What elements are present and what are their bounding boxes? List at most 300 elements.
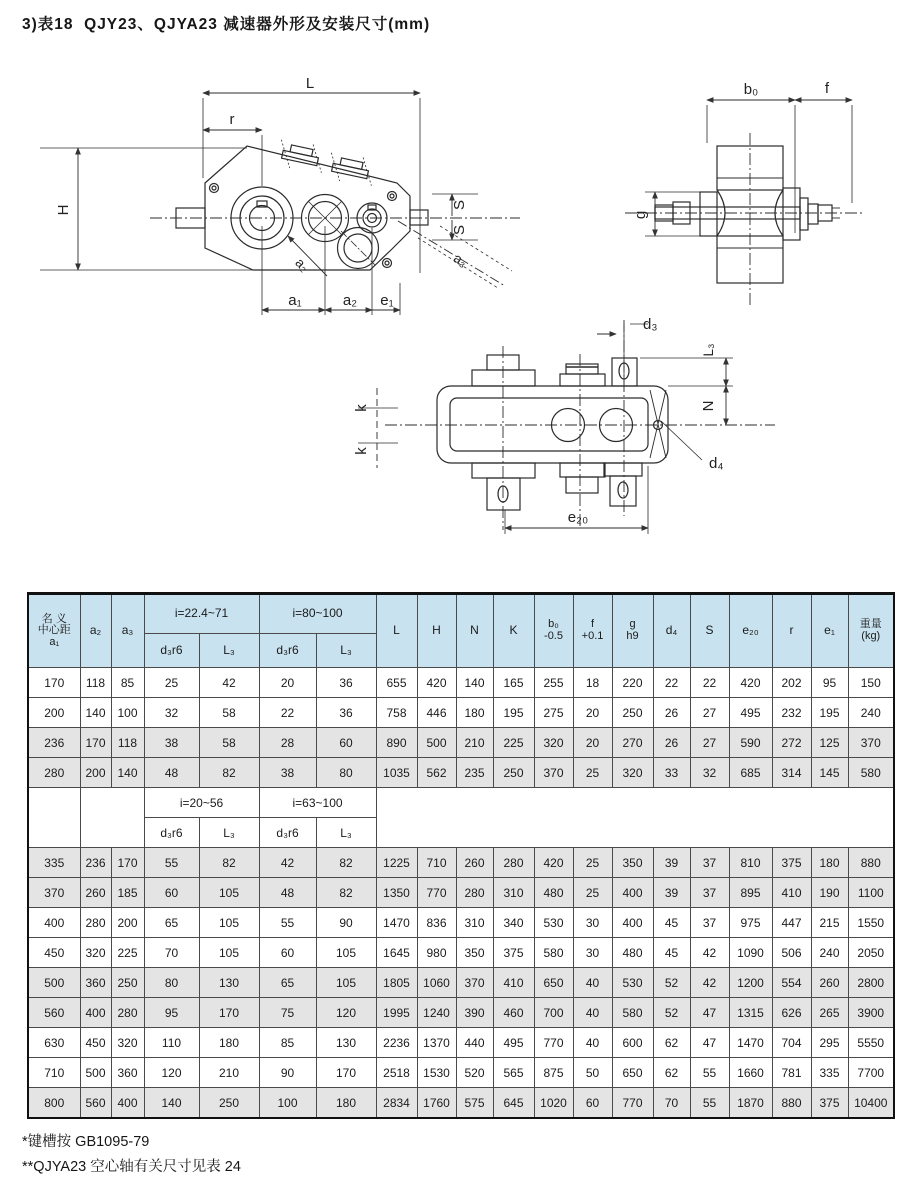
table-cell: 100 — [111, 698, 144, 728]
table-cell: 40 — [573, 968, 612, 998]
table-cell: 82 — [316, 878, 376, 908]
table-row — [28, 728, 894, 758]
table-cell: 560 — [28, 998, 80, 1028]
table-cell: 20 — [573, 728, 612, 758]
col-header-i-range-2: i=80~100 — [259, 594, 376, 634]
mid-empty-right — [376, 788, 894, 848]
table-cell: 410 — [772, 878, 811, 908]
table-cell: 655 — [376, 668, 417, 698]
table-cell: 375 — [493, 938, 534, 968]
table-cell: 2050 — [848, 938, 894, 968]
table-cell: 2834 — [376, 1088, 417, 1119]
dim-label-k-upper: k — [353, 404, 370, 412]
table-cell: 140 — [111, 758, 144, 788]
table-cell: 50 — [573, 1058, 612, 1088]
table-cell: 118 — [111, 728, 144, 758]
dim-label-H: H — [55, 204, 72, 216]
table-cell: 236 — [80, 848, 111, 878]
table-cell: 42 — [690, 938, 729, 968]
dim-label-S-upper: S — [451, 199, 468, 211]
header-a1-line2: 中心距 — [37, 624, 71, 637]
table-cell: 275 — [534, 698, 573, 728]
table-cell: 400 — [612, 878, 653, 908]
footnote-hollow-shaft: **QJYA23 空心轴有关尺寸见表 24 — [22, 1159, 241, 1176]
table-cell: 314 — [772, 758, 811, 788]
table-cell: 38 — [144, 728, 199, 758]
dim-label-L3: L₃ — [701, 343, 716, 357]
table-cell: 495 — [729, 698, 772, 728]
table-cell: 260 — [80, 878, 111, 908]
table-cell: 85 — [111, 668, 144, 698]
dim-label-a2-diag: a₂ — [292, 255, 312, 275]
table-cell: 232 — [772, 698, 811, 728]
table-cell: 280 — [28, 758, 80, 788]
header-weight-line2: (kg) — [861, 630, 881, 642]
table-row — [28, 998, 894, 1028]
table-cell: 1090 — [729, 938, 772, 968]
col-header-N: N — [456, 594, 493, 668]
table-cell: 236 — [28, 728, 80, 758]
table-cell: 554 — [772, 968, 811, 998]
table-cell: 340 — [493, 908, 534, 938]
table-cell: 225 — [111, 938, 144, 968]
table-cell: 880 — [848, 848, 894, 878]
table-cell: 52 — [653, 998, 690, 1028]
table-cell: 60 — [573, 1088, 612, 1119]
table-cell: 280 — [456, 878, 493, 908]
table-cell: 60 — [144, 878, 199, 908]
table-cell: 400 — [612, 908, 653, 938]
table-cell: 42 — [259, 848, 316, 878]
table-cell: 420 — [417, 668, 456, 698]
table-cell: 1200 — [729, 968, 772, 998]
table-cell: 202 — [772, 668, 811, 698]
table-cell: 1315 — [729, 998, 772, 1028]
table-cell: 480 — [612, 938, 653, 968]
table-cell: 210 — [199, 1058, 259, 1088]
table-cell: 770 — [417, 878, 456, 908]
table-cell: 80 — [316, 758, 376, 788]
table-cell: 20 — [573, 698, 612, 728]
dim-label-b0: b₀ — [743, 81, 759, 98]
table-cell: 240 — [848, 698, 894, 728]
header-f-tolerance: +0.1 — [581, 630, 604, 642]
table-cell: 220 — [612, 668, 653, 698]
table-cell: 170 — [111, 848, 144, 878]
table-cell: 125 — [811, 728, 848, 758]
col-header-e1: e₁ — [811, 594, 848, 668]
table-row — [28, 848, 894, 878]
table-cell: 80 — [144, 968, 199, 998]
table-cell: 560 — [80, 1088, 111, 1119]
table-cell: 280 — [493, 848, 534, 878]
table-cell: 170 — [316, 1058, 376, 1088]
table-cell: 255 — [534, 668, 573, 698]
table-cell: 3900 — [848, 998, 894, 1028]
table-cell: 975 — [729, 908, 772, 938]
table-cell: 22 — [690, 668, 729, 698]
table-cell: 65 — [259, 968, 316, 998]
table-cell: 1060 — [417, 968, 456, 998]
header-b0-symbol: b₀ — [548, 618, 559, 631]
table-cell: 390 — [456, 998, 493, 1028]
table-cell: 650 — [534, 968, 573, 998]
table-cell: 48 — [144, 758, 199, 788]
col-header-L: L — [376, 594, 417, 668]
table-cell: 5550 — [848, 1028, 894, 1058]
table-cell: 506 — [772, 938, 811, 968]
col-subheader-L3-2: L₃ — [316, 634, 376, 668]
table-row — [28, 1058, 894, 1088]
table-cell: 82 — [316, 848, 376, 878]
table-cell: 27 — [690, 728, 729, 758]
col-header-i-range-1: i=22.4~71 — [144, 594, 259, 634]
table-cell: 165 — [493, 668, 534, 698]
dim-label-d4: d₄ — [709, 455, 724, 472]
table-cell: 39 — [653, 878, 690, 908]
table-cell: 25 — [573, 758, 612, 788]
table-row — [28, 758, 894, 788]
table-cell: 1760 — [417, 1088, 456, 1119]
table-cell: 335 — [811, 1058, 848, 1088]
table-cell: 105 — [199, 938, 259, 968]
table-cell: 480 — [534, 878, 573, 908]
table-cell: 770 — [534, 1028, 573, 1058]
table-cell: 400 — [111, 1088, 144, 1119]
footnote-keyway: *键槽按 GB1095-79 — [22, 1134, 150, 1150]
table-cell: 215 — [811, 908, 848, 938]
mid-header-i-range-1: i=20~56 — [144, 788, 259, 818]
table-cell: 1870 — [729, 1088, 772, 1119]
table-cell: 320 — [111, 1028, 144, 1058]
table-cell: 758 — [376, 698, 417, 728]
table-cell: 295 — [811, 1028, 848, 1058]
table-cell: 650 — [612, 1058, 653, 1088]
table-cell: 626 — [772, 998, 811, 1028]
table-cell: 360 — [111, 1058, 144, 1088]
end-view-drawing — [625, 100, 865, 306]
col-header-b0 — [534, 594, 573, 668]
table-cell: 250 — [493, 758, 534, 788]
table-cell: 440 — [456, 1028, 493, 1058]
table-cell: 420 — [534, 848, 573, 878]
table-cell: 260 — [811, 968, 848, 998]
table-cell: 400 — [28, 908, 80, 938]
table-cell: 38 — [259, 758, 316, 788]
table-cell: 170 — [80, 728, 111, 758]
table-cell: 1225 — [376, 848, 417, 878]
table-cell: 105 — [199, 878, 259, 908]
table-cell: 1530 — [417, 1058, 456, 1088]
table-cell: 7700 — [848, 1058, 894, 1088]
table-cell: 118 — [80, 668, 111, 698]
table-cell: 575 — [456, 1088, 493, 1119]
table-cell: 890 — [376, 728, 417, 758]
table-cell: 210 — [456, 728, 493, 758]
table-cell: 580 — [848, 758, 894, 788]
col-header-d4: d₄ — [653, 594, 690, 668]
table-cell: 110 — [144, 1028, 199, 1058]
table-cell: 320 — [80, 938, 111, 968]
col-header-a1 — [28, 594, 80, 668]
dim-label-e1: e₁ — [380, 292, 394, 309]
table-cell: 185 — [111, 878, 144, 908]
table-cell: 500 — [417, 728, 456, 758]
col-header-r: r — [772, 594, 811, 668]
table-cell: 2800 — [848, 968, 894, 998]
table-cell: 200 — [80, 758, 111, 788]
mid-subheader-d3-2: d₃r6 — [259, 818, 316, 848]
table-cell: 645 — [493, 1088, 534, 1119]
table-cell: 30 — [573, 938, 612, 968]
col-header-a3: a₃ — [111, 594, 144, 668]
table-cell: 270 — [612, 728, 653, 758]
table-cell: 22 — [653, 668, 690, 698]
table-cell: 400 — [80, 998, 111, 1028]
table-cell: 1350 — [376, 878, 417, 908]
table-cell: 280 — [111, 998, 144, 1028]
table-cell: 895 — [729, 878, 772, 908]
table-cell: 800 — [28, 1088, 80, 1119]
col-header-weight — [848, 594, 894, 668]
table-cell: 90 — [259, 1058, 316, 1088]
table-cell: 875 — [534, 1058, 573, 1088]
col-header-f — [573, 594, 612, 668]
table-cell: 170 — [28, 668, 80, 698]
dim-label-N: N — [700, 400, 717, 412]
table-cell: 235 — [456, 758, 493, 788]
table-row — [28, 668, 894, 698]
table-cell: 180 — [456, 698, 493, 728]
table-cell: 375 — [772, 848, 811, 878]
col-subheader-d3-2: d₃r6 — [259, 634, 316, 668]
dim-label-S-lower: S — [451, 224, 468, 236]
table-cell: 140 — [456, 668, 493, 698]
table-cell: 520 — [456, 1058, 493, 1088]
mid-empty-a1 — [28, 788, 80, 848]
table-row — [28, 968, 894, 998]
table-cell: 530 — [534, 908, 573, 938]
table-cell: 685 — [729, 758, 772, 788]
table-cell: 1805 — [376, 968, 417, 998]
dim-label-d3: d₃ — [643, 316, 658, 333]
dim-label-g: g — [632, 210, 649, 220]
table-cell: 1470 — [376, 908, 417, 938]
table-cell: 310 — [456, 908, 493, 938]
table-cell: 375 — [811, 1088, 848, 1119]
table-cell: 1035 — [376, 758, 417, 788]
dim-label-a1: a₁ — [288, 292, 302, 309]
table-cell: 195 — [493, 698, 534, 728]
table-cell: 55 — [690, 1088, 729, 1119]
table-cell: 85 — [259, 1028, 316, 1058]
table-cell: 836 — [417, 908, 456, 938]
table-cell: 225 — [493, 728, 534, 758]
table-cell: 47 — [690, 1028, 729, 1058]
table-cell: 1240 — [417, 998, 456, 1028]
table-cell: 28 — [259, 728, 316, 758]
table-cell: 105 — [316, 968, 376, 998]
table-cell: 90 — [316, 908, 376, 938]
table-cell: 40 — [573, 1028, 612, 1058]
table-cell: 22 — [259, 698, 316, 728]
table-cell: 2236 — [376, 1028, 417, 1058]
table-cell: 55 — [690, 1058, 729, 1088]
table-cell: 36 — [316, 698, 376, 728]
table-cell: 62 — [653, 1028, 690, 1058]
dim-label-a3-diag: a₃ — [450, 250, 470, 271]
table-cell: 27 — [690, 698, 729, 728]
table-cell: 280 — [80, 908, 111, 938]
table-cell: 32 — [144, 698, 199, 728]
table-cell: 710 — [28, 1058, 80, 1088]
table-cell: 30 — [573, 908, 612, 938]
technical-drawings — [0, 58, 920, 590]
table-cell: 120 — [316, 998, 376, 1028]
table-cell: 95 — [811, 668, 848, 698]
table-cell: 45 — [653, 908, 690, 938]
table-cell: 1470 — [729, 1028, 772, 1058]
table-cell: 32 — [690, 758, 729, 788]
table-cell: 370 — [28, 878, 80, 908]
table-cell: 36 — [316, 668, 376, 698]
table-cell: 500 — [80, 1058, 111, 1088]
table-cell: 58 — [199, 698, 259, 728]
mid-subheader-L3-2: L₃ — [316, 818, 376, 848]
table-cell: 272 — [772, 728, 811, 758]
table-cell: 105 — [316, 938, 376, 968]
table-cell: 95 — [144, 998, 199, 1028]
table-row — [28, 878, 894, 908]
table-cell: 360 — [80, 968, 111, 998]
table-cell: 130 — [199, 968, 259, 998]
side-view-drawing — [40, 93, 520, 315]
table-cell: 55 — [144, 848, 199, 878]
table-cell: 1370 — [417, 1028, 456, 1058]
table-row — [28, 1088, 894, 1119]
table-cell: 140 — [80, 698, 111, 728]
table-cell: 495 — [493, 1028, 534, 1058]
table-cell: 260 — [456, 848, 493, 878]
table-cell: 370 — [848, 728, 894, 758]
table-cell: 105 — [199, 908, 259, 938]
table-cell: 2518 — [376, 1058, 417, 1088]
table-cell: 446 — [417, 698, 456, 728]
col-header-K: K — [493, 594, 534, 668]
table-cell: 810 — [729, 848, 772, 878]
table-cell: 120 — [144, 1058, 199, 1088]
table-header — [28, 594, 894, 668]
table-cell: 700 — [534, 998, 573, 1028]
table-cell: 82 — [199, 848, 259, 878]
table-cell: 1660 — [729, 1058, 772, 1088]
table-cell: 82 — [199, 758, 259, 788]
table-cell: 190 — [811, 878, 848, 908]
mid-subheader-d3-1: d₃r6 — [144, 818, 199, 848]
header-b0-tolerance: -0.5 — [544, 630, 563, 642]
table-cell: 880 — [772, 1088, 811, 1119]
table-cell: 48 — [259, 878, 316, 908]
table-cell: 55 — [259, 908, 316, 938]
table-cell: 60 — [316, 728, 376, 758]
table-body-group1 — [28, 668, 894, 788]
table-cell: 75 — [259, 998, 316, 1028]
table-cell: 100 — [259, 1088, 316, 1119]
table-cell: 37 — [690, 848, 729, 878]
table-cell: 370 — [456, 968, 493, 998]
header-g-tolerance: h9 — [626, 630, 639, 642]
table-cell: 170 — [199, 998, 259, 1028]
table-cell: 195 — [811, 698, 848, 728]
table-cell: 18 — [573, 668, 612, 698]
table-cell: 25 — [144, 668, 199, 698]
table-cell: 140 — [144, 1088, 199, 1119]
table-cell: 70 — [653, 1088, 690, 1119]
table-cell: 704 — [772, 1028, 811, 1058]
table-cell: 130 — [316, 1028, 376, 1058]
table-cell: 590 — [729, 728, 772, 758]
dim-label-e20: e₂₀ — [567, 509, 589, 526]
table-cell: 350 — [612, 848, 653, 878]
table-cell: 980 — [417, 938, 456, 968]
table-cell: 180 — [316, 1088, 376, 1119]
table-row — [28, 908, 894, 938]
table-cell: 460 — [493, 998, 534, 1028]
dim-label-a2: a₂ — [342, 292, 358, 309]
header-weight-line1: 重量 — [859, 618, 882, 631]
table-cell: 200 — [28, 698, 80, 728]
dimension-table — [27, 592, 895, 1119]
mid-header-i-range-2: i=63~100 — [259, 788, 376, 818]
col-header-S: S — [690, 594, 729, 668]
table-cell: 47 — [690, 998, 729, 1028]
header-a1-line3: a₁ — [49, 635, 60, 648]
page-title: 3)表18 QJY23、QJYA23 减速器外形及安装尺寸(mm) — [22, 16, 431, 33]
table-cell: 42 — [199, 668, 259, 698]
table-cell: 52 — [653, 968, 690, 998]
drawings-svg — [0, 58, 920, 590]
table-cell: 310 — [493, 878, 534, 908]
table-row — [28, 788, 894, 818]
table-cell: 40 — [573, 998, 612, 1028]
table-cell: 600 — [612, 1028, 653, 1058]
table-cell: 1550 — [848, 908, 894, 938]
table-cell: 1020 — [534, 1088, 573, 1119]
table-cell: 33 — [653, 758, 690, 788]
table-cell: 60 — [259, 938, 316, 968]
table-cell: 320 — [534, 728, 573, 758]
table-cell: 770 — [612, 1088, 653, 1119]
table-cell: 20 — [259, 668, 316, 698]
table-cell: 37 — [690, 878, 729, 908]
table-cell: 350 — [456, 938, 493, 968]
table-mid-header — [28, 788, 894, 848]
table-cell: 335 — [28, 848, 80, 878]
dim-label-L: L — [305, 75, 315, 92]
table-cell: 62 — [653, 1058, 690, 1088]
table-cell: 42 — [690, 968, 729, 998]
table-cell: 10400 — [848, 1088, 894, 1119]
table-cell: 145 — [811, 758, 848, 788]
table-cell: 1100 — [848, 878, 894, 908]
dim-label-r: r — [229, 111, 235, 128]
table-cell: 450 — [28, 938, 80, 968]
col-header-H: H — [417, 594, 456, 668]
table-cell: 410 — [493, 968, 534, 998]
header-g-symbol: g — [629, 618, 636, 631]
table-cell: 37 — [690, 908, 729, 938]
table-row — [28, 698, 894, 728]
